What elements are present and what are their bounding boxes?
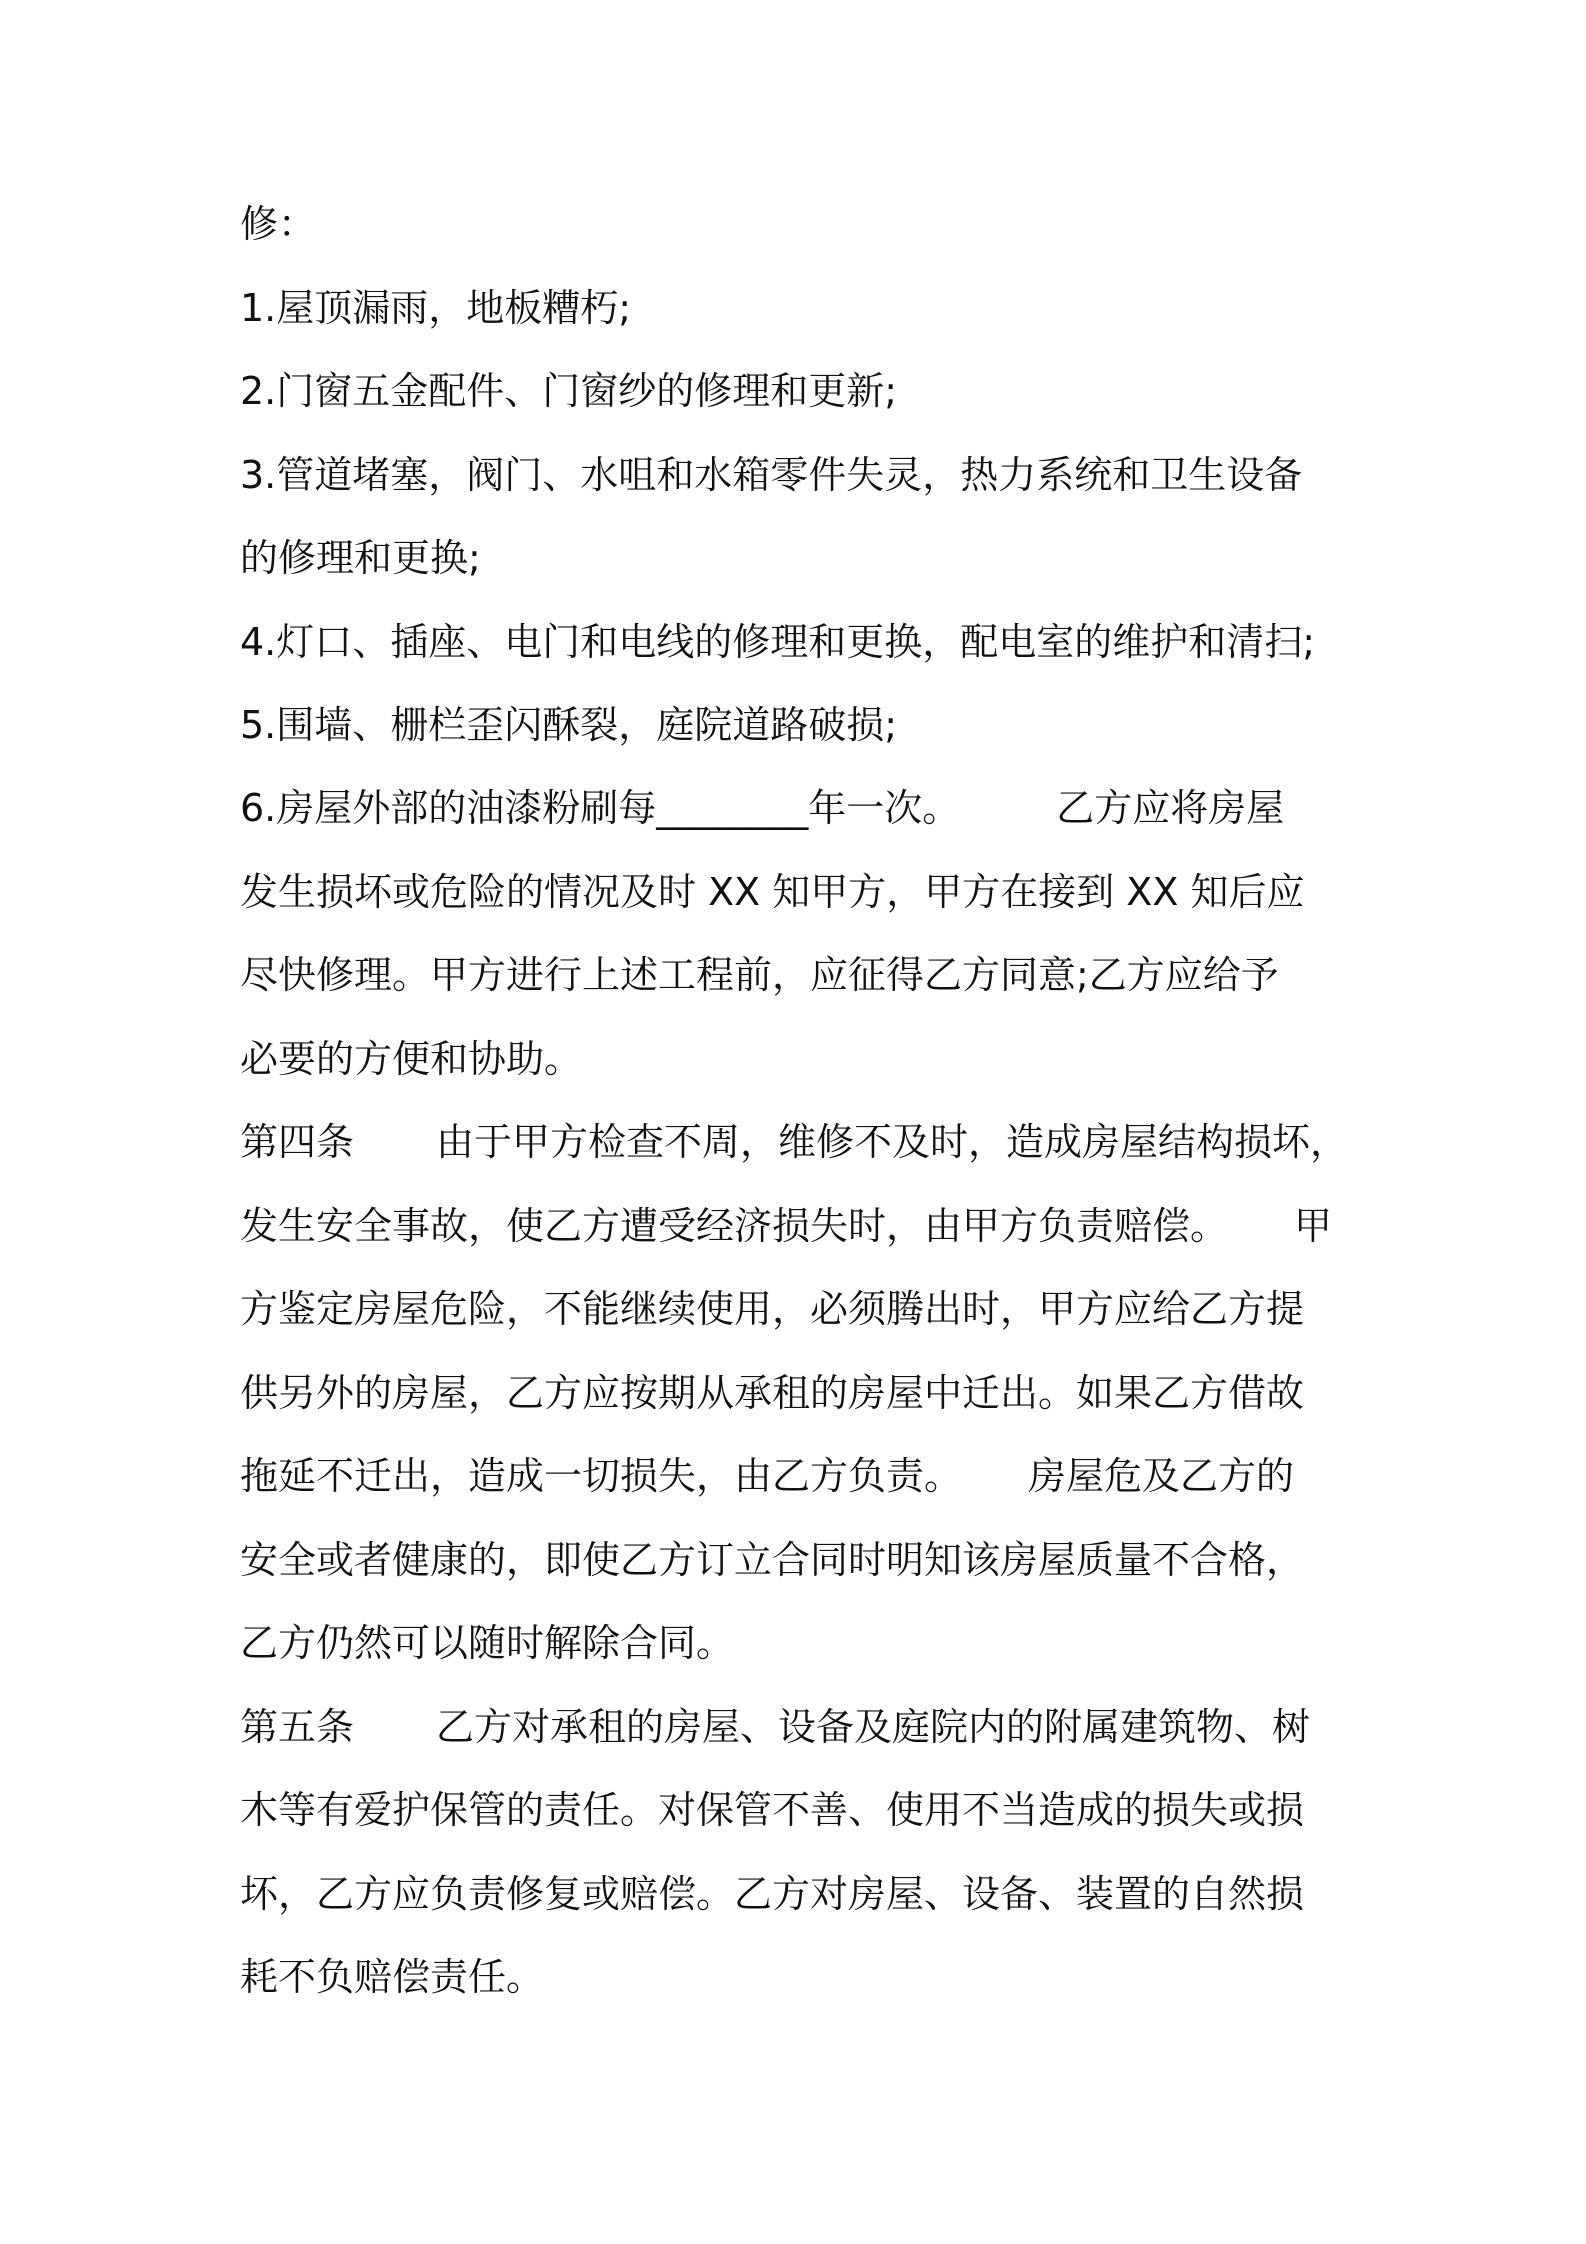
- line-text: 发生安全事故，使乙方遭受经济损失时，由甲方负责赔偿。: [240, 1204, 1229, 1248]
- text-line: [240, 1864, 1355, 1924]
- text-line: [240, 1780, 1355, 1840]
- text-line: [240, 1029, 1355, 1089]
- line-text-continued: 房屋危及乙方的: [1028, 1454, 1295, 1498]
- line-text: 修：: [240, 202, 317, 246]
- text-line: [240, 528, 1355, 588]
- text-line: [240, 1363, 1355, 1423]
- text-line: [240, 1279, 1355, 1339]
- line-text: 2.门窗五金配件、门窗纱的修理和更新;: [240, 369, 898, 413]
- line-text: 4.灯口、插座、电门和电线的修理和更换，配电室的维护和清扫;: [240, 620, 1316, 664]
- line-text: 5.围墙、栅栏歪闪酥裂，庭院道路破损;: [240, 703, 898, 747]
- text-line: [240, 695, 1355, 755]
- line-text: 坏，乙方应负责修复或赔偿。乙方对房屋、设备、装置的自然损: [240, 1872, 1305, 1916]
- article-number: 第四条: [240, 1120, 355, 1164]
- line-text-continued: 甲: [1294, 1204, 1333, 1248]
- text-line: [240, 278, 1355, 338]
- line-text-continued: 由于甲方检查不周，维修不及时，造成房屋结构损坏，: [436, 1120, 1349, 1164]
- text-line: [240, 1196, 1355, 1256]
- text-line: [240, 1446, 1355, 1506]
- line-text: 发生损坏或危险的情况及时 XX 知甲方，甲方在接到 XX 知后应: [240, 870, 1305, 914]
- text-line: [240, 1947, 1355, 2007]
- line-text: 尽快修理。甲方进行上述工程前，应征得乙方同意;乙方应给予: [240, 953, 1279, 997]
- line-text: 拖延不迁出，造成一切损失，由乙方负责。: [240, 1454, 963, 1498]
- text-line: [240, 612, 1355, 672]
- article-heading-line: [240, 1112, 1355, 1172]
- line-text: 安全或者健康的，即使乙方订立合同时明知该房屋质量不合格，: [240, 1538, 1305, 1582]
- text-line: [240, 945, 1355, 1005]
- text-line: [240, 194, 1355, 254]
- line-text: 乙方仍然可以随时解除合同。: [240, 1621, 735, 1665]
- article-number: 第五条: [240, 1705, 355, 1749]
- text-line: [240, 1613, 1355, 1673]
- line-text: 1.屋顶漏雨，地板糟朽;: [240, 286, 632, 330]
- line-text: 3.管道堵塞，阀门、水咀和水箱零件失灵，热力系统和卫生设备: [240, 453, 1303, 497]
- line-text: 的修理和更换;: [240, 536, 481, 580]
- line-text: 耗不负赔偿责任。: [240, 1955, 545, 1999]
- text-line: [240, 1530, 1355, 1590]
- line-text: 木等有爱护保管的责任。对保管不善、使用不当造成的损失或损: [240, 1788, 1305, 1832]
- text-line: [240, 445, 1355, 505]
- line-text: 供另外的房屋，乙方应按期从承租的房屋中迁出。如果乙方借故: [240, 1371, 1305, 1415]
- article-heading-line: [240, 1697, 1355, 1757]
- line-text: 6.房屋外部的油漆粉刷每________年一次。: [240, 786, 961, 830]
- text-line: [240, 862, 1355, 922]
- line-text-continued: 乙方应将房屋: [1056, 786, 1285, 830]
- text-line: [240, 361, 1355, 421]
- line-text: 方鉴定房屋危险，不能继续使用，必须腾出时，甲方应给乙方提: [240, 1287, 1305, 1331]
- line-text-continued: 乙方对承租的房屋、设备及庭院内的附属建筑物、树: [436, 1705, 1311, 1749]
- text-line: [240, 778, 1355, 838]
- line-text: 必要的方便和协助。: [240, 1037, 583, 1081]
